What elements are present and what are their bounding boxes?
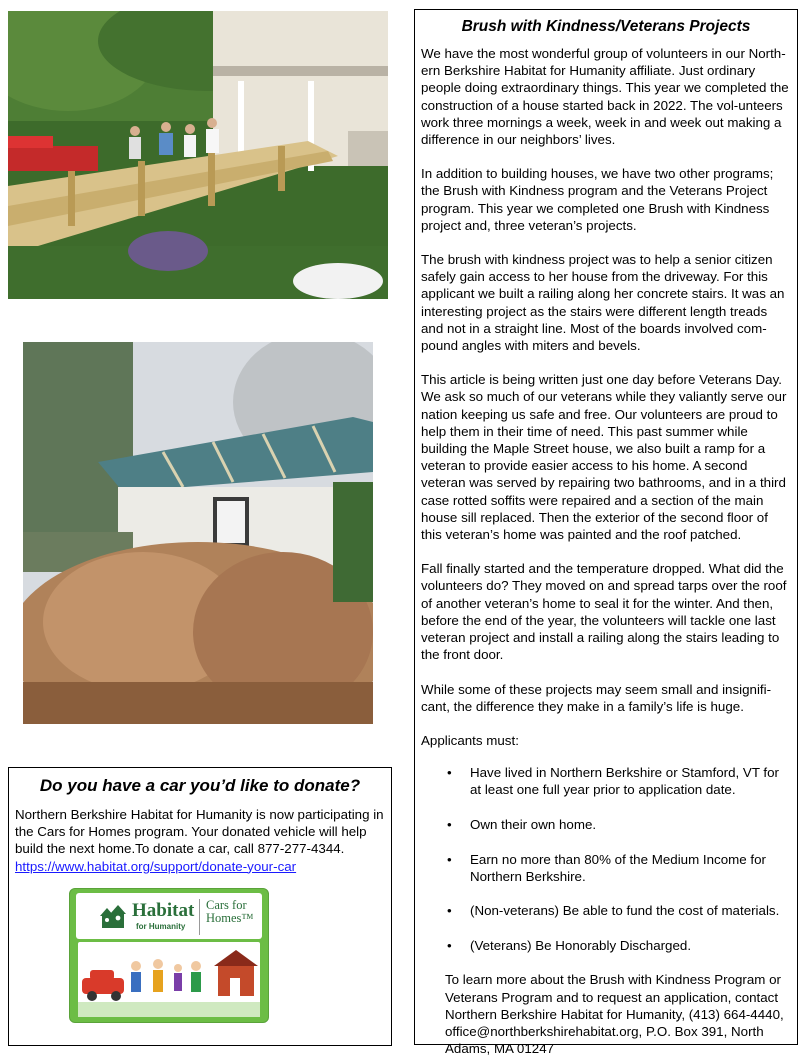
contact-info: To learn more about the Brush with Kindness Program or Veterans Program and to request an application, contact Northern Berkshire Habitat for Humanity, (413) 664-4440, office@northberkshirehabitat.org, P.O. Box 391, North Adams, MA 01247 [445,972,784,1057]
article-paragraph-2: In addition to building houses, we have two other programs; the Brush with Kindness program and the Veterans Project program. This year we completed one Brush with Kindness project and, three veteran’s projects. [421,166,774,233]
applicants-must-label: Applicants must: [421,732,519,748]
logo-for-humanity-text: for Humanity [136,922,186,931]
requirement-item: • Own their own home. [447,816,597,832]
roof-tarp-photo [23,342,373,724]
logo-cars-for-homes-text: Cars for Homes™ [206,898,254,925]
requirement-item: • Earn no more than 80% of the Medium Income for Northern Berkshire. [447,851,766,884]
requirement-item: • (Veterans) Be Honorably Discharged. [447,937,692,953]
bullet-icon: • [447,903,452,919]
logo-divider [199,899,200,935]
article-title: Brush with Kindness/Veterans Projects [461,18,751,35]
donate-description: Northern Berkshire Habitat for Humanity is now participating in the Cars for Homes program. Your donated vehicle will help build the next home.To donate a car, call 877-277-4344. https://www.habitat.org/support/donate-your-car [15,807,384,874]
article-paragraph-4: This article is being written just one day before Veterans Day. We ask so much of our veterans while they valiantly serve our nation keeping us safe and free. Our volunteers are proud to help them in their time of need. This past summer while building the Maple Street house, we also built a ramp for a veteran to provide easier access to his home. A second veteran was served by repairing two bathrooms, and in a third case rotted soffits were repaired and a section of the main house sill replaced. Then the exterior of the second floor of this veteran’s home was painted and the roof patched. [421,372,787,543]
bullet-icon: • [447,937,452,953]
veterans-article-box [414,9,798,1057]
car-donation-box [8,767,392,1046]
bullet-icon: • [447,816,452,832]
article-paragraph-1: We have the most wonderful group of volunteers in our North-ern Berkshire Habitat for Humanity affiliate. Just ordinary people doing extraordinary things. This year we completed the construction of a house started back in 2022. The vol-unteers work three mornings a week, week in and week out making a difference in our neighbors’ lives. [421,46,789,148]
bullet-icon: • [447,851,452,867]
article-paragraph-5: Fall finally started and the temperature dropped. What did the volunteers do? They moved on and spread tarps over the roof of another veteran’s home to seal it for the winter. And then, before the end of the year, the volunteers will tackle one last veteran project and install a railing along the stairs leading to the front door. [421,561,787,663]
donate-title: Do you have a car you’d like to donate? [39,776,361,795]
logo-habitat-text: Habitat [132,900,195,921]
ramp-photo [8,11,388,299]
cars-for-homes-logo [69,888,269,1023]
requirement-item: • Have lived in Northern Berkshire or Stamford, VT for at least one full year prior to application date. [447,765,780,798]
logo-header [76,893,262,939]
habitat-houses-icon [98,902,132,932]
requirements-list [421,764,791,954]
article-paragraph-3: The brush with kindness project was to help a senior citizen safely gain access to her house from the driveway. For this applicant we built a railing along her concrete stairs. It was an interesting project as the stairs were different length treads and not in a straight line. Most of the boards involved com-pound angles with miters and bevels. [421,252,785,354]
article-paragraph-6: While some of these projects may seem small and insignifi-cant, the difference they make in a family’s life is huge. [421,681,772,714]
logo-family-illustration [78,942,260,1017]
bullet-icon: • [447,765,452,781]
requirement-item: • (Non-veterans) Be able to fund the cost of materials. [447,903,780,919]
donate-car-link[interactable]: https://www.habitat.org/support/donate-your-car [15,858,297,874]
